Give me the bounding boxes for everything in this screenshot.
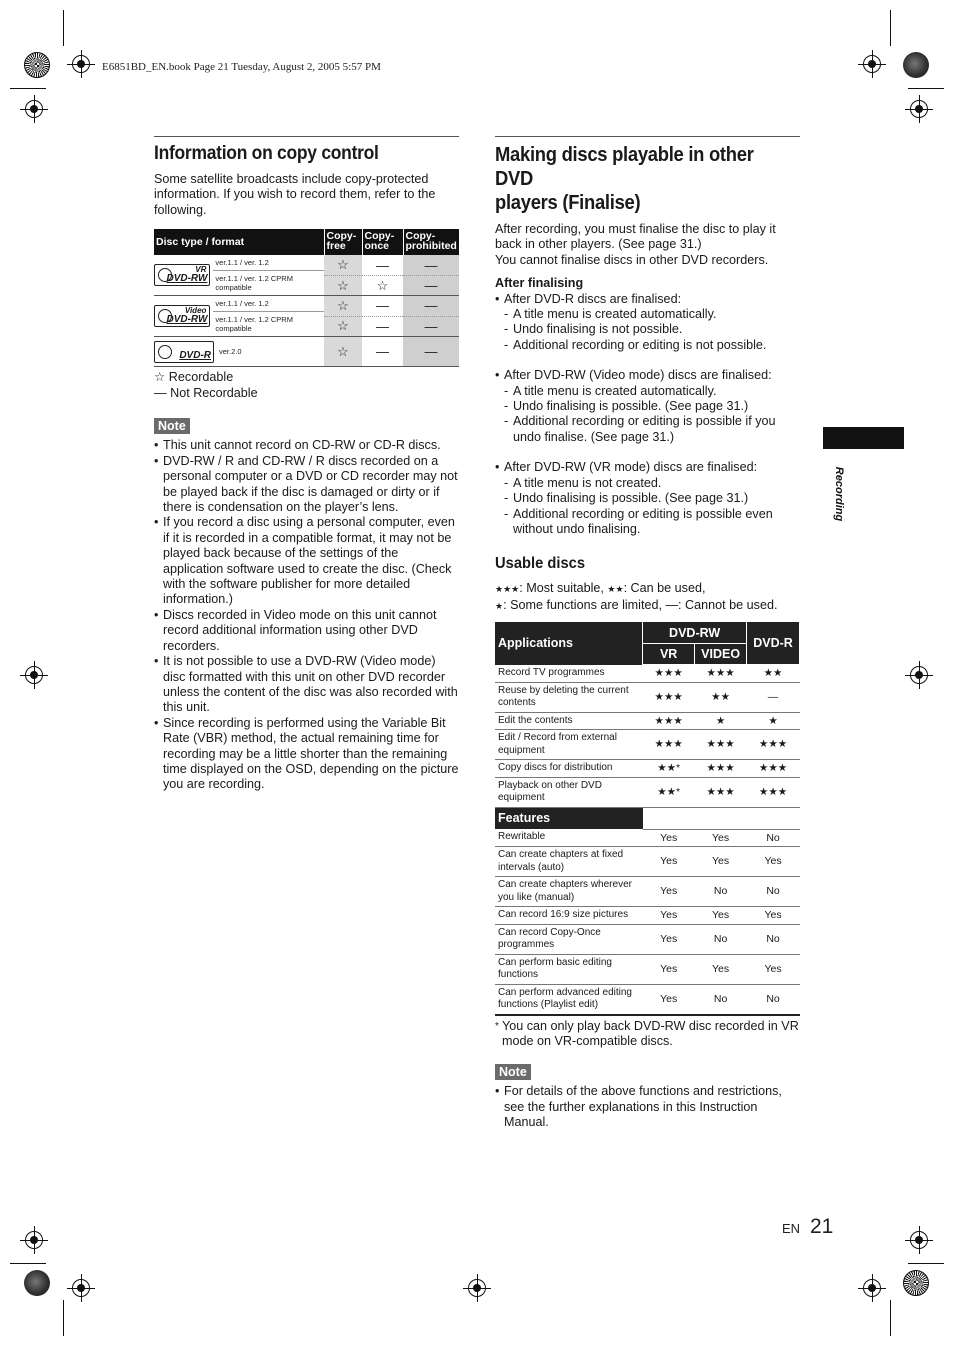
- list-item: • After DVD-R discs are finalised:: [495, 292, 800, 307]
- copy-once-value: —: [362, 255, 403, 275]
- trim-mark: [10, 88, 46, 89]
- header-dvd-rw: DVD-RW: [643, 622, 747, 644]
- page-number: 21: [810, 1215, 834, 1238]
- registration-ball-icon: [903, 52, 929, 78]
- copy-control-notes: [154, 438, 459, 792]
- copy-control-title: Information on copy control: [154, 143, 379, 164]
- list-item: - Additional recording or editing is possible if you undo finalise. (See page 31.): [504, 414, 800, 445]
- star-outline-icon: ☆: [154, 370, 166, 385]
- format-version: ver.1.1 / ver. 1.2: [213, 255, 324, 271]
- list-item: - A title menu is created automatically.: [504, 384, 800, 399]
- table-row: Can perform basic editing functions Yes Yes Yes: [495, 954, 800, 984]
- after-finalising-heading: After finalising: [495, 276, 584, 291]
- list-item: - Undo finalising is possible. (See page 31.): [504, 491, 800, 506]
- star-icon: ★★: [607, 584, 624, 595]
- copy-once-value: —: [362, 316, 403, 337]
- copy-prohibited-value: —: [403, 296, 459, 317]
- trim-mark: [908, 1263, 944, 1264]
- header-copy-once: Copy-once: [362, 229, 403, 255]
- registration-mark-icon: [905, 95, 933, 123]
- copy-prohibited-value: —: [403, 255, 459, 275]
- copy-free-value: ☆: [324, 296, 362, 317]
- copy-prohibited-value: —: [403, 316, 459, 337]
- registration-mark-icon: [905, 661, 933, 689]
- trim-mark: [890, 10, 891, 46]
- usable-notes: [495, 1084, 800, 1130]
- registration-mark-icon: [463, 1274, 491, 1302]
- list-item: • For details of the above functions and restrictions, see the further explanations in this Instruction Manual.: [495, 1084, 800, 1130]
- dvd-rw-video-logo: Video DVD-RW: [154, 305, 210, 327]
- copy-control-section: [154, 136, 459, 793]
- header-video: VIDEO: [695, 644, 747, 665]
- list-item: - Undo finalising is not possible.: [504, 322, 800, 337]
- list-item: • Discs recorded in Video mode on this unit cannot record additional information using other DVD recorders.: [154, 608, 459, 654]
- legend-text: Not Recordable: [170, 385, 258, 400]
- finalise-title: Making discs playable in other DVD players (Finalise): [495, 144, 754, 214]
- finalise-section: [495, 136, 800, 1131]
- registration-mark-icon: [67, 1274, 95, 1302]
- registration-starburst-icon: [903, 1270, 929, 1296]
- table-row: Copy discs for distribution ★★* ★★★ ★★★: [495, 760, 800, 778]
- finalise-intro-2: You cannot finalise discs in other DVD recorders.: [495, 252, 769, 267]
- star-icon: ★: [495, 600, 504, 611]
- usable-legend: ★★★: Most suitable, ★★: Can be used, ★: Some functions are limited, —: Cannot be used.: [495, 581, 778, 612]
- copy-prohibited-value: —: [403, 337, 459, 367]
- header-vr: VR: [643, 644, 695, 665]
- format-version: ver.1.1 / ver. 1.2 CPRM compatible: [215, 274, 293, 293]
- finalise-group-items: [495, 476, 800, 538]
- note-label: Note: [495, 1064, 531, 1080]
- copy-once-value: ☆: [362, 275, 403, 295]
- copy-legend: [154, 370, 459, 401]
- legend-text: Recordable: [168, 370, 234, 385]
- header-features: Features: [495, 807, 643, 829]
- copy-free-value: ☆: [324, 316, 362, 337]
- list-item: - A title menu is created automatically.: [504, 307, 800, 322]
- registration-mark-icon: [67, 50, 95, 78]
- registration-mark-icon: [858, 50, 886, 78]
- finalise-group-items: [495, 384, 800, 446]
- note-label: Note: [154, 418, 190, 434]
- header-copy-prohibited: Copy-prohibited: [403, 229, 459, 255]
- trim-mark: [10, 1263, 46, 1264]
- trim-mark: [908, 88, 944, 89]
- copy-free-value: ☆: [324, 337, 362, 367]
- list-item: • If you record a disc using a personal computer, even if it is recorded in a compatible format, it may not be played back because of the settings of the application software used to create the disc. (Check with the software publisher for more detailed information.): [154, 515, 459, 607]
- print-header: E6851BD_EN.book Page 21 Tuesday, August 2, 2005 5:57 PM: [102, 61, 381, 73]
- dash-icon: —: [154, 385, 167, 400]
- usable-discs-table: [495, 621, 800, 1016]
- header-disc-type: Disc type / format: [154, 229, 324, 255]
- dvd-rw-vr-logo: VR DVD-RW: [154, 264, 210, 286]
- copy-control-table: [154, 229, 459, 367]
- list-item: • DVD-RW / R and CD-RW / R discs recorded on a personal computer or a DVD or CD recorder may not be played back if the disc is damaged or dirty or if there is condensation on the player’s lens.: [154, 454, 459, 516]
- list-item: • This unit cannot record on CD-RW or CD-R discs.: [154, 438, 459, 453]
- table-row: Can create chapters at fixed intervals (auto) Yes Yes Yes: [495, 847, 800, 877]
- table-row: Edit the contents ★★★ ★ ★: [495, 712, 800, 730]
- registration-mark-icon: [20, 1226, 48, 1254]
- list-item: • After DVD-RW (Video mode) discs are finalised:: [495, 368, 800, 383]
- finalise-group-items: [495, 307, 800, 353]
- format-version: ver.1.1 / ver. 1.2: [213, 296, 324, 312]
- trim-mark: [890, 1300, 891, 1336]
- header-dvd-r: DVD-R: [747, 622, 800, 665]
- finalise-intro: After recording, you must finalise the disc to play it back in other players. (See page 31.): [495, 222, 776, 252]
- table-row: Record TV programmes ★★★ ★★★ ★★: [495, 665, 800, 683]
- list-item: - Additional recording or editing is not possible.: [504, 338, 800, 353]
- dvd-r-logo: DVD-R: [154, 341, 214, 363]
- registration-mark-icon: [858, 1274, 886, 1302]
- trim-mark: [63, 10, 64, 46]
- table-row: [154, 337, 459, 367]
- registration-mark-icon: [20, 661, 48, 689]
- registration-starburst-icon: [24, 52, 50, 78]
- copy-prohibited-value: —: [403, 275, 459, 295]
- format-version: ver.1.1 / ver. 1.2 CPRM compatible: [215, 315, 293, 334]
- list-item: • Since recording is performed using the Variable Bit Rate (VBR) method, the actual remaining time for recording may be a little shorter than the remaining time displayed on the OSD, depending on the picture you are recording.: [154, 716, 459, 793]
- table-row: Can record Copy-Once programmes Yes No No: [495, 924, 800, 954]
- table-row: Reuse by deleting the current contents ★★★ ★★ —: [495, 682, 800, 712]
- format-version: ver.2.0: [219, 347, 242, 357]
- table-row: [154, 255, 459, 275]
- header-applications: Applications: [495, 622, 643, 665]
- list-item: • After DVD-RW (VR mode) discs are finalised:: [495, 460, 800, 475]
- list-item: - Undo finalising is possible. (See page 31.): [504, 399, 800, 414]
- table-row: Can create chapters wherever you like (manual) Yes No No: [495, 877, 800, 907]
- section-tab: [823, 427, 904, 449]
- usable-discs-title: Usable discs: [495, 555, 586, 573]
- copy-free-value: ☆: [324, 275, 362, 295]
- table-row: Edit / Record from external equipment ★★★ ★★★ ★★★: [495, 730, 800, 760]
- list-item: • It is not possible to use a DVD-RW (Video mode) disc formatted with this unit on other DVD recorder unless the content of the disc was also recorded with this unit.: [154, 654, 459, 716]
- usable-footnote: * You can only play back DVD-RW disc recorded in VR mode on VR-compatible discs.: [495, 1018, 799, 1049]
- table-row: Can record 16:9 size pictures Yes Yes Yes: [495, 907, 800, 925]
- table-row: [154, 296, 459, 317]
- registration-mark-icon: [905, 1226, 933, 1254]
- table-row: Can perform advanced editing functions (Playlist edit) Yes No No: [495, 984, 800, 1015]
- list-item: - A title menu is not created.: [504, 476, 800, 491]
- table-row: Playback on other DVD equipment ★★* ★★★ ★★★: [495, 777, 800, 807]
- registration-ball-icon: [24, 1270, 50, 1296]
- header-copy-free: Copy-free: [324, 229, 362, 255]
- finalise-group: [495, 292, 800, 307]
- language-code: EN: [782, 1221, 801, 1236]
- star-icon: ★★★: [495, 584, 520, 595]
- finalise-group: [495, 460, 800, 475]
- copy-once-value: —: [362, 296, 403, 317]
- trim-mark: [63, 1300, 64, 1336]
- list-item: - Additional recording or editing is possible even without undo finalising.: [504, 507, 800, 538]
- copy-control-intro: Some satellite broadcasts include copy-protected information. If you wish to record them, refer to the following.: [154, 172, 436, 217]
- copy-free-value: ☆: [324, 255, 362, 275]
- finalise-group: [495, 368, 800, 383]
- registration-mark-icon: [20, 95, 48, 123]
- copy-once-value: —: [362, 337, 403, 367]
- section-label: Recording: [833, 466, 846, 522]
- table-row: Rewritable Yes Yes No: [495, 829, 800, 847]
